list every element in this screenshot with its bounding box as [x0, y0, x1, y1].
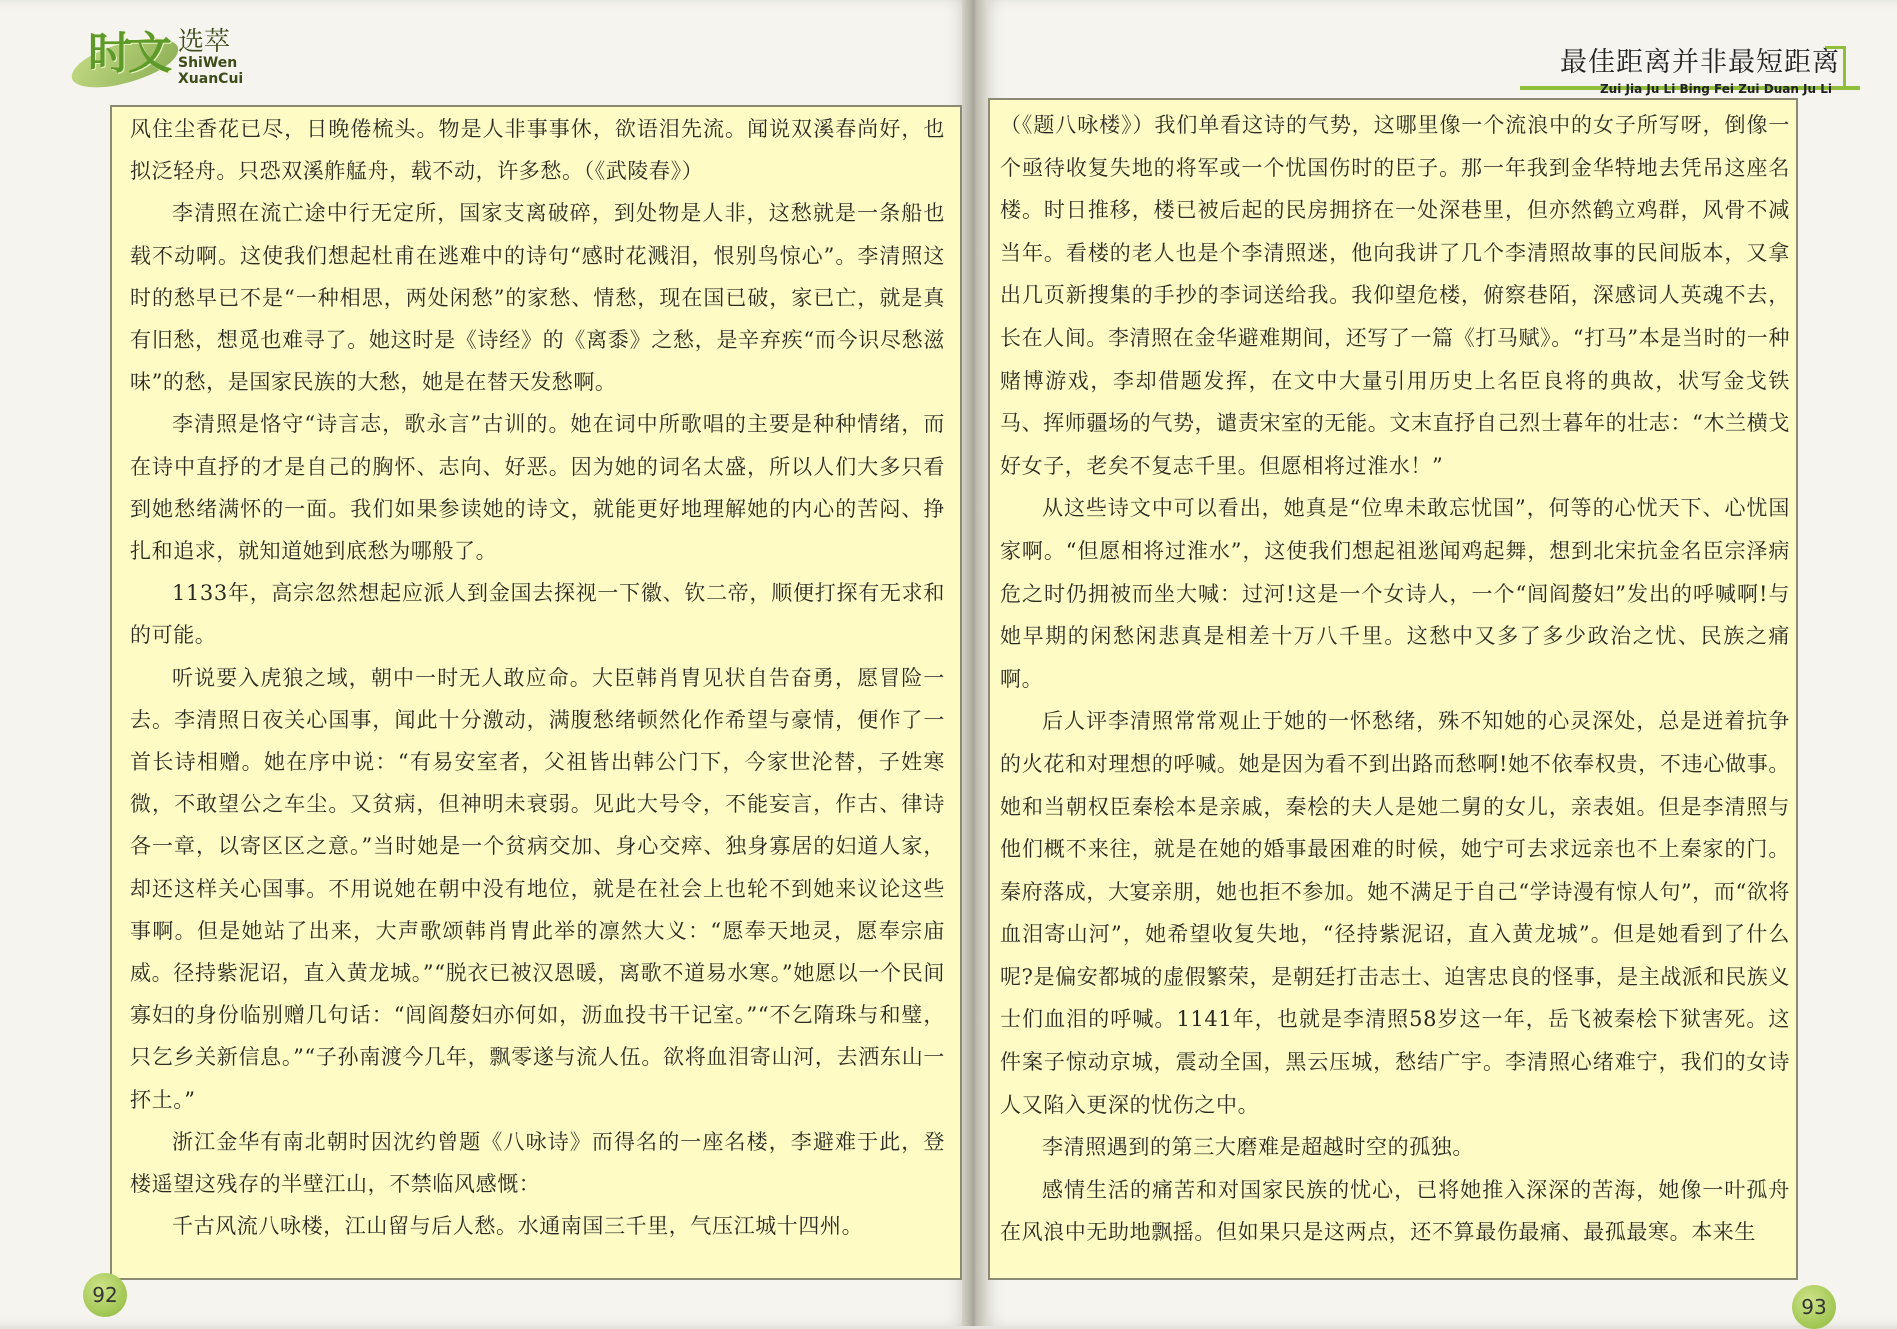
article-title-pinyin: Zui Jia Ju Li Bing Fei Zui Duan Ju Li [1599, 82, 1832, 96]
logo-small-text: 选萃 [178, 27, 231, 57]
left-body-text [130, 108, 945, 1247]
logo-pinyin: ShiWen XuanCui [178, 55, 244, 87]
article-title: 最佳距离并非最短距离 [1560, 47, 1840, 78]
paragraph: 后人评李清照常常观止于她的一怀愁绪，殊不知她的心灵深处，总是迸着抗争的火花和对理想的呼喊。她是因为看不到出路而愁啊!她不依奉权贵，不违心做事。她和当朝权臣秦桧本是亲戚，秦桧的夫人是她二舅的女儿，亲表姐。但是李清照与他们概不来往，就是在她的婚事最困难的时候，她宁可去求远亲也不上秦家的门。秦府落成，大宴亲朋，她也拒不参加。她不满足于自己“学诗漫有惊人句”，而“欲将血泪寄山河”，她希望收复失地，“径持紫泥诏，直入黄龙城”。但是她看到了什么呢?是偏安都城的虚假繁荣，是朝廷打击志士、迫害忠良的怪事，是主战派和民族义士们血泪的呼喊。1141年，也就是李清照58岁这一年，岳飞被秦桧下狱害死。这件案子惊动京城，震动全国，黑云压城，愁结广宇。李清照心绪难宁，我们的女诗人又陷入更深的忧伤之中。 [1000, 709, 1791, 1117]
paragraph: 李清照在流亡途中行无定所，国家支离破碎，到处物是人非，这愁就是一条船也载不动啊。这使我们想起杜甫在逃难中的诗句“感时花溅泪，恨别鸟惊心”。李清照这时的愁早已不是“一种相思，两处闲愁”的家愁、情愁，现在国已破，家已亡，就是真有旧愁，想觅也难寻了。她这时是《诗经》的《离黍》之愁，是辛弃疾“而今识尽愁滋味”的愁，是国家民族的大愁，她是在替天发愁啊。 [130, 201, 945, 395]
paragraph: （《题八咏楼》）我们单看这诗的气势，这哪里像一个流浪中的女子所写呀，倒像一个亟待收复失地的将军或一个忧国伤时的臣子。那一年我到金华特地去凭吊这座名楼。时日推移，楼已被后起的民房拥挤在一处深巷里，但亦然鹤立鸡群，风骨不减当年。看楼的老人也是个李清照迷，他向我讲了几个李清照故事的民间版本，又拿出几页新搜集的手抄的李词送给我。我仰望危楼，俯察巷陌，深感词人英魂不去，长在人间。李清照在金华避难期间，还写了一篇《打马赋》。“打马”本是当时的一种赌博游戏，李却借题发挥，在文中大量引用历史上名臣良将的典故，状写金戈铁马、挥师疆场的气势，谴责宋室的无能。文末直抒自己烈士暮年的壮志：“木兰横戈好女子，老矣不复志千里。但愿相将过淮水！” [1000, 113, 1790, 478]
page-number-left: 92 [83, 1273, 127, 1317]
paragraph: 从这些诗文中可以看出，她真是“位卑未敢忘忧国”，何等的心忧天下、心忧国家啊。“但愿相将过淮水”，这使我们想起祖逖闻鸡起舞，想到北宋抗金名臣宗泽病危之时仍拥被而坐大喊：过河!这是一个女诗人，一个“闾阎嫠妇”发出的呼喊啊!与她早期的闲愁闲悲真是相差十万八千里。这愁中又多了多少政治之忧、民族之痛啊。 [1000, 496, 1790, 691]
paragraph: 感情生活的痛苦和对国家民族的忧心，已将她推入深深的苦海，她像一叶孤舟在风浪中无助地飘摇。但如果只是这两点，还不算最伤最痛、最孤最寒。本来生 [1000, 1177, 1790, 1245]
paragraph: 听说要入虎狼之域，朝中一时无人敢应命。大臣韩肖胄见状自告奋勇，愿冒险一去。李清照日夜关心国事，闻此十分激动，满腹愁绪顿然化作希望与豪情，便作了一首长诗相赠。她在序中说：“有易安室者，父祖皆出韩公门下，今家世沦替，子姓寒微，不敢望公之车尘。又贫病，但神明未衰弱。见此大号令，不能妄言，作古、律诗各一章，以寄区区之意。”当时她是一个贫病交加、身心交瘁、独身寡居的妇道人家，却还这样关心国事。不用说她在朝中没有地位，就是在社会上也轮不到她来议论这些事啊。但是她站了出来，大声歌颂韩肖胄此举的凛然大义：“愿奉天地灵，愿奉宗庙威。径持紫泥诏，直入黄龙城。”“脱衣已被汉恩暖，离歌不道易水寒。”她愿以一个民间寡妇的身份临别赠几句话：“闾阎嫠妇亦何如，沥血投书干记室。”“不乞隋珠与和璧，只乞乡关新信息。”“子孙南渡今几年，飘零遂与流人伍。欲将血泪寄山河，去洒东山一抔土。” [130, 665, 945, 1112]
book-gutter [962, 0, 988, 1326]
paragraph: 1133年，高宗忽然想起应派人到金国去探视一下徽、钦二帝，顺便打探有无求和的可能。 [130, 581, 945, 648]
paragraph: 李清照是恪守“诗言志，歌永言”古训的。她在词中所歌唱的主要是种种情绪，而在诗中直抒的才是自己的胸怀、志向、好恶。因为她的词名太盛，所以人们大多只看到她愁绪满怀的一面。我们如果参读她的诗文，就能更好地理解她的内心的苦闷、挣扎和追求，就知道她到底愁为哪般了。 [130, 412, 945, 564]
paragraph: 风住尘香花已尽，日晚倦梳头。物是人非事事休，欲语泪先流。闻说双溪春尚好，也拟泛轻舟。只恐双溪舴艋舟，载不动，许多愁。（《武陵春》） [130, 117, 945, 184]
paragraph: 李清照遇到的第三大磨难是超越时空的孤独。 [1042, 1135, 1474, 1160]
logo-big-text: 时文 [88, 28, 168, 79]
column-logo [70, 15, 300, 95]
paragraph: 千古风流八咏楼，江山留与后人愁。水通南国三千里，气压江城十四州。 [172, 1214, 864, 1239]
paragraph: 浙江金华有南北朝时因沈约曾题《八咏诗》而得名的一座名楼，李避难于此，登楼遥望这残存的半壁江山，不禁临风感慨： [130, 1129, 945, 1197]
page-number-right: 93 [1792, 1285, 1836, 1329]
right-body-text [1000, 104, 1790, 1254]
